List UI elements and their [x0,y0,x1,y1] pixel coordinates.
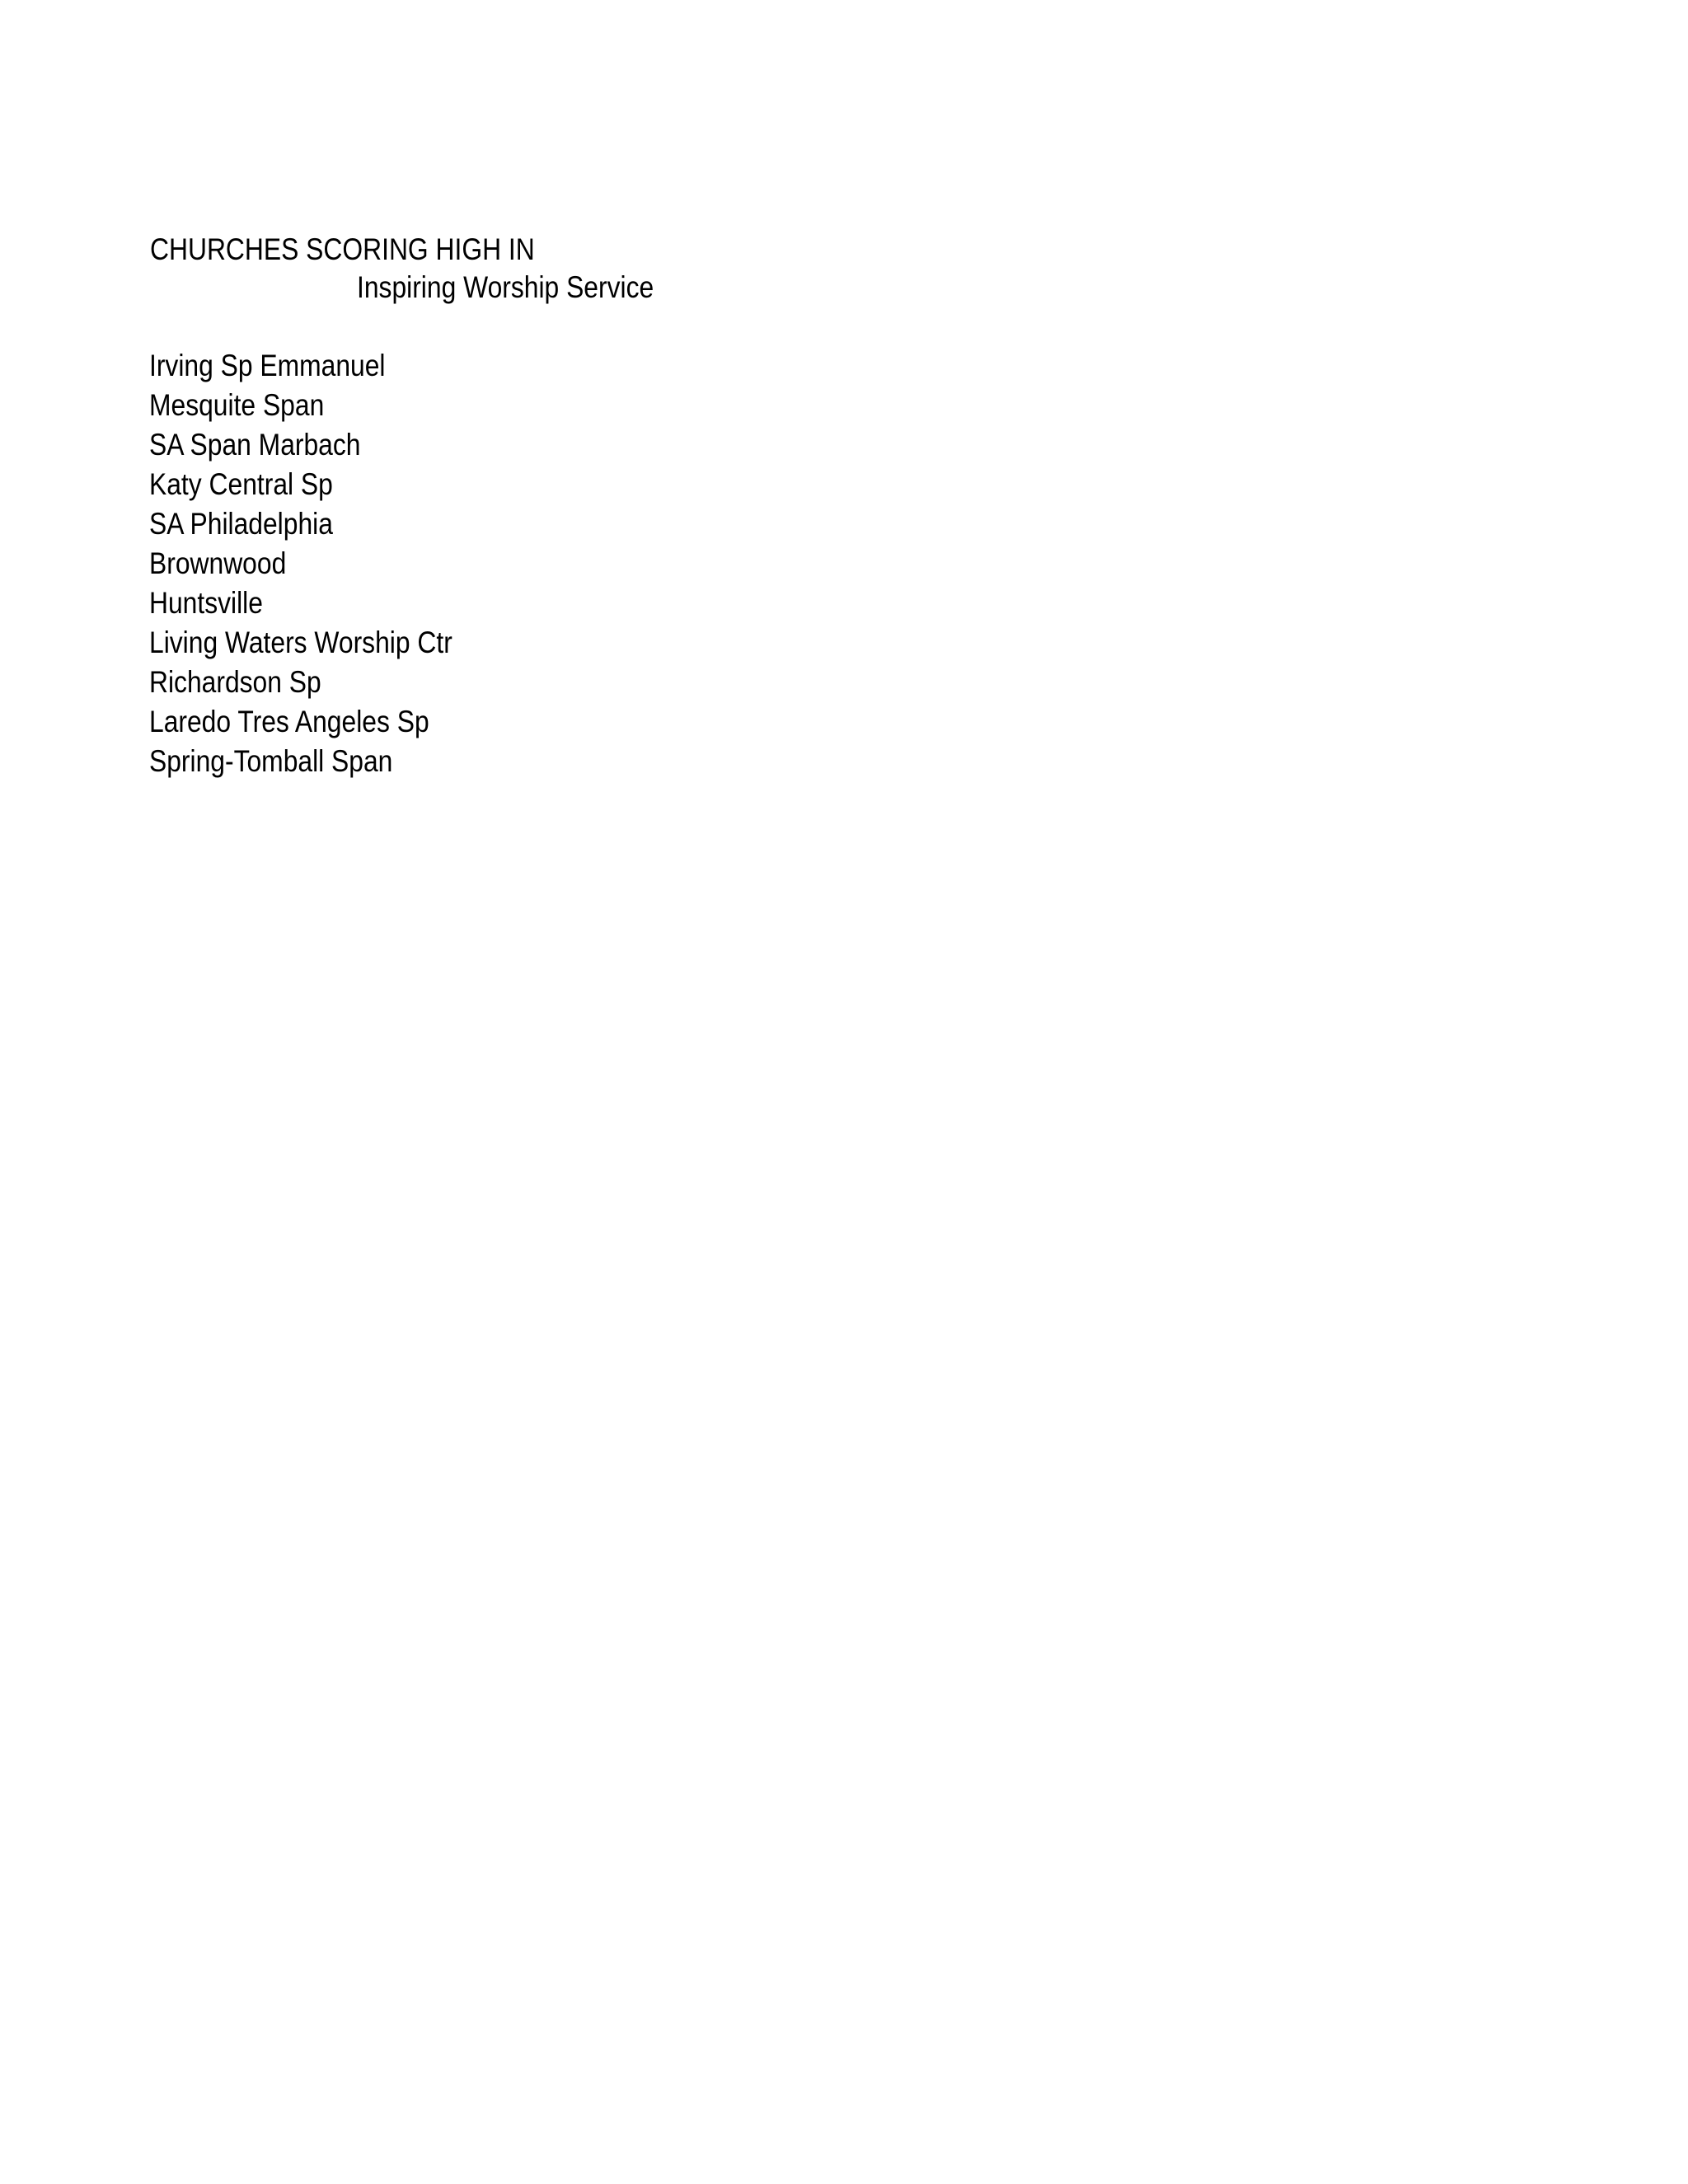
document-heading: CHURCHES SCORING HIGH IN [150,232,535,266]
church-list [149,346,502,781]
list-item: Spring-Tomball Span [149,744,393,778]
list-item: Katy Central Sp [149,467,333,501]
list-item: SA Philadelphia [149,507,333,541]
list-item: Living Waters Worship Ctr [149,626,452,659]
list-item: Irving Sp Emmanuel [149,349,386,382]
list-item: Richardson Sp [149,665,321,699]
list-item: Brownwood [149,546,287,580]
list-item: Mesquite Span [149,388,325,422]
list-item: Laredo Tres Angeles Sp [149,705,429,738]
list-item: SA Span Marbach [149,428,361,462]
list-item: Huntsville [149,586,263,620]
document-subheading: Inspiring Worship Service [357,270,654,304]
